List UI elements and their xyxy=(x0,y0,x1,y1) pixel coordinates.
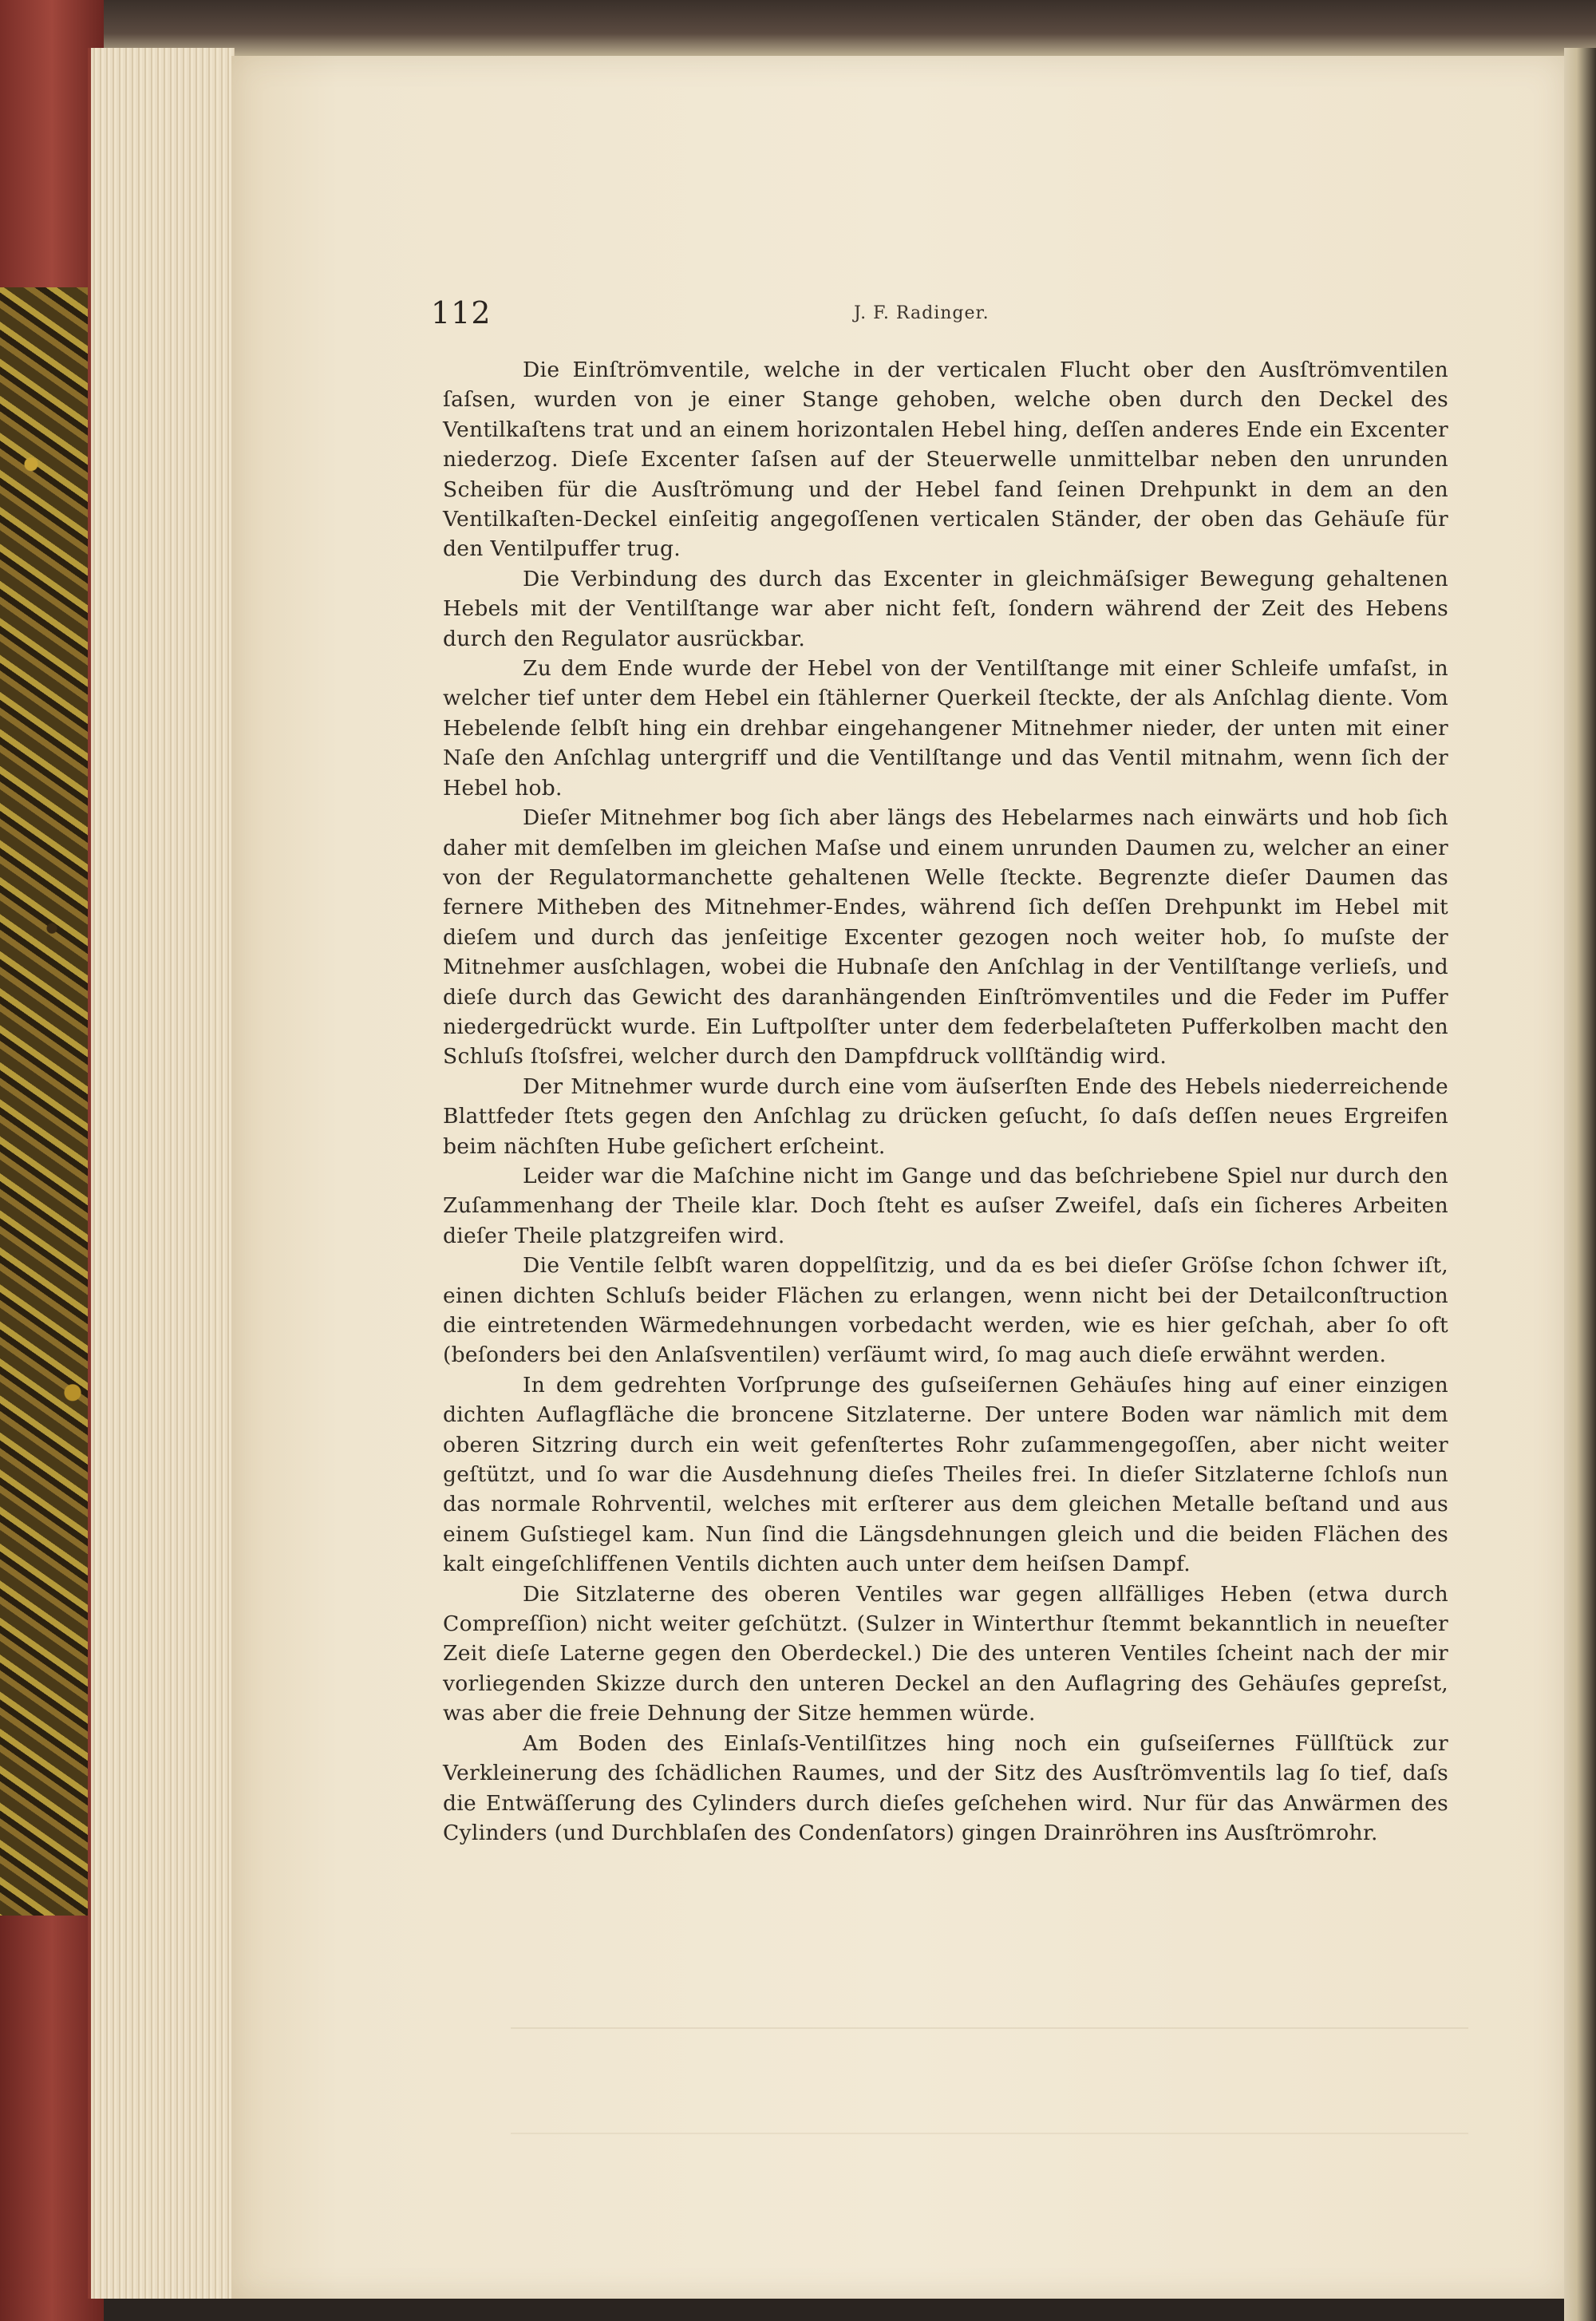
paragraph: In dem gedrehten Vorſprunge des guſseiſernen Gehäuſes hing auf einer einzigen dichten Auflagfläche die broncene Sitzlaterne. Der untere Boden war nämlich mit dem oberen Sitzring durch ein weit gefenſtertes Rohr zuſammengegoſſen, aber nicht weiter geſtützt, und ſo war die Ausdehnung dieſes Theiles frei. In dieſer Sitzlaterne ſchloſs nun das normale Rohrventil, welches mit erſterer aus dem gleichen Metalle beſtand und aus einem Guſstiegel kam. Nun ſind die Längsdehnungen gleich und die beiden Flächen des kalt eingeſchliffenen Ventils dichten auch unter dem heiſsen Dampf. xyxy=(443,1372,1448,1577)
running-head: J. F. Radinger. xyxy=(854,303,990,323)
page-header xyxy=(431,295,1452,343)
page-number: 112 xyxy=(431,295,492,330)
paragraph: Die Verbindung des durch das Excenter in gleichmäſsiger Bewegung gehaltenen Hebels mit der Ventilſtange war aber nicht feſt, ſondern während der Zeit des Hebens durch den Regulator ausrückbar. xyxy=(443,566,1448,651)
paragraph: Die Ventile ſelbſt waren doppelſitzig, und da es bei dieſer Gröſse ſchon ſchwer iſt, einen dichten Schluſs beider Flächen zu erlangen, wenn nicht bei der Detailconſtruction die eintretenden Wärmedehnungen vorbedacht werden, wie es hier geſchah, aber ſo oft (beſonders bei den Anlaſsventilen) verſäumt wird, ſo mag auch dieſe erwähnt werden. xyxy=(443,1253,1448,1368)
right-page-edge xyxy=(1564,48,1596,2321)
page-edges xyxy=(88,48,235,2299)
scan-background-top xyxy=(0,0,1596,56)
paragraph: Am Boden des Einlaſs-Ventilſitzes hing noch ein guſseiſernes Füllſtück zur Verkleinerung des ſchädlichen Raumes, und der Sitz des Ausſtrömventils lag ſo tief, daſs die Entwäſſerung des Cylinders durch dieſes geſchehen wird. Nur für das Anwärmen des Cylinders (und Durchblaſen des Condenſators) gingen Drainröhren ins Ausſtrömrohr. xyxy=(443,1730,1448,1845)
show-through-faint xyxy=(511,2027,1468,2134)
paragraph: Leider war die Maſchine nicht im Gange und das beſchriebene Spiel nur durch den Zuſammenhang der Theile klar. Doch ſteht es auſser Zweifel, daſs ein ſicheres Arbeiten dieſer Theile platzgreifen wird. xyxy=(443,1163,1448,1248)
paragraph: Die Einſtrömventile, welche in der verticalen Flucht ober den Ausſtrömventilen ſaſsen, wurden von je einer Stange gehoben, welche oben durch den Deckel des Ventilkaſtens trat und an einem horizontalen Hebel hing, deſſen anderes Ende ein Excenter niederzog. Dieſe Excenter ſaſsen auf der Steuerwelle unmittelbar neben den unrunden Scheiben für die Ausſtrömung und der Hebel fand ſeinen Drehpunkt in dem an den Ventilkaſten-Deckel einſeitig angegoſſenen verticalen Ständer, der oben das Gehäuſe für den Ventilpuffer trug. xyxy=(443,358,1448,562)
paragraph: Die Sitzlaterne des oberen Ventiles war gegen allfälliges Heben (etwa durch Compreſſion) nicht weiter geſchützt. (Sulzer in Winterthur ſtemmt bekanntlich in neueſter Zeit dieſe Laterne gegen den Oberdeckel.) Die des unteren Ventiles ſcheint nach der mir vorliegenden Skizze durch den unteren Deckel an den Auflagring des Gehäuſes gepreſst, was aber die freie Dehnung der Sitze hemmen würde. xyxy=(443,1581,1448,1726)
paragraph: Der Mitnehmer wurde durch eine vom äuſserſten Ende des Hebels niederreichende Blattfeder ſtets gegen den Anſchlag zu drücken geſucht, ſo daſs deſſen neues Ergreifen beim nächſten Hube geſichert erſcheint. xyxy=(443,1074,1448,1159)
paragraph: Zu dem Ende wurde der Hebel von der Ventilſtange mit einer Schleife umfaſst, in welcher tief unter dem Hebel ein ſtählerner Querkeil ſteckte, der als Anſchlag diente. Vom Hebelende ſelbſt hing ein drehbar eingehangener Mitnehmer nieder, der unten mit einer Naſe den Anſchlag untergriff und die Ventilſtange und das Ventil mitnahm, wenn ſich der Hebel hob. xyxy=(443,656,1448,801)
body-text xyxy=(443,355,1448,1848)
paragraph: Dieſer Mitnehmer bog ſich aber längs des Hebelarmes nach einwärts und hob ſich daher mit demſelben im gleichen Maſse und einem unrunden Daumen zu, welcher an einer von der Regulatormanchette gehaltenen Welle ſteckte. Begrenzte dieſer Daumen das fernere Mitheben des Mitnehmer-Endes, während ſich deſſen Drehpunkt im Hebel mit dieſem und durch das jenſeitige Excenter gezogen noch weiter hob, ſo muſste der Mitnehmer ausſchlagen, wobei die Hubnaſe den Anſchlag in der Ventilſtange verlieſs, und dieſe durch das Gewicht des daranhängenden Einſtrömventiles und die Feder im Puffer niedergedrückt wurde. Ein Luftpolſter unter dem federbelaſteten Pufferkolben macht den Schluſs ſtoſsfrei, welcher durch den Dampfdruck vollſtändig wird. xyxy=(443,805,1448,1070)
